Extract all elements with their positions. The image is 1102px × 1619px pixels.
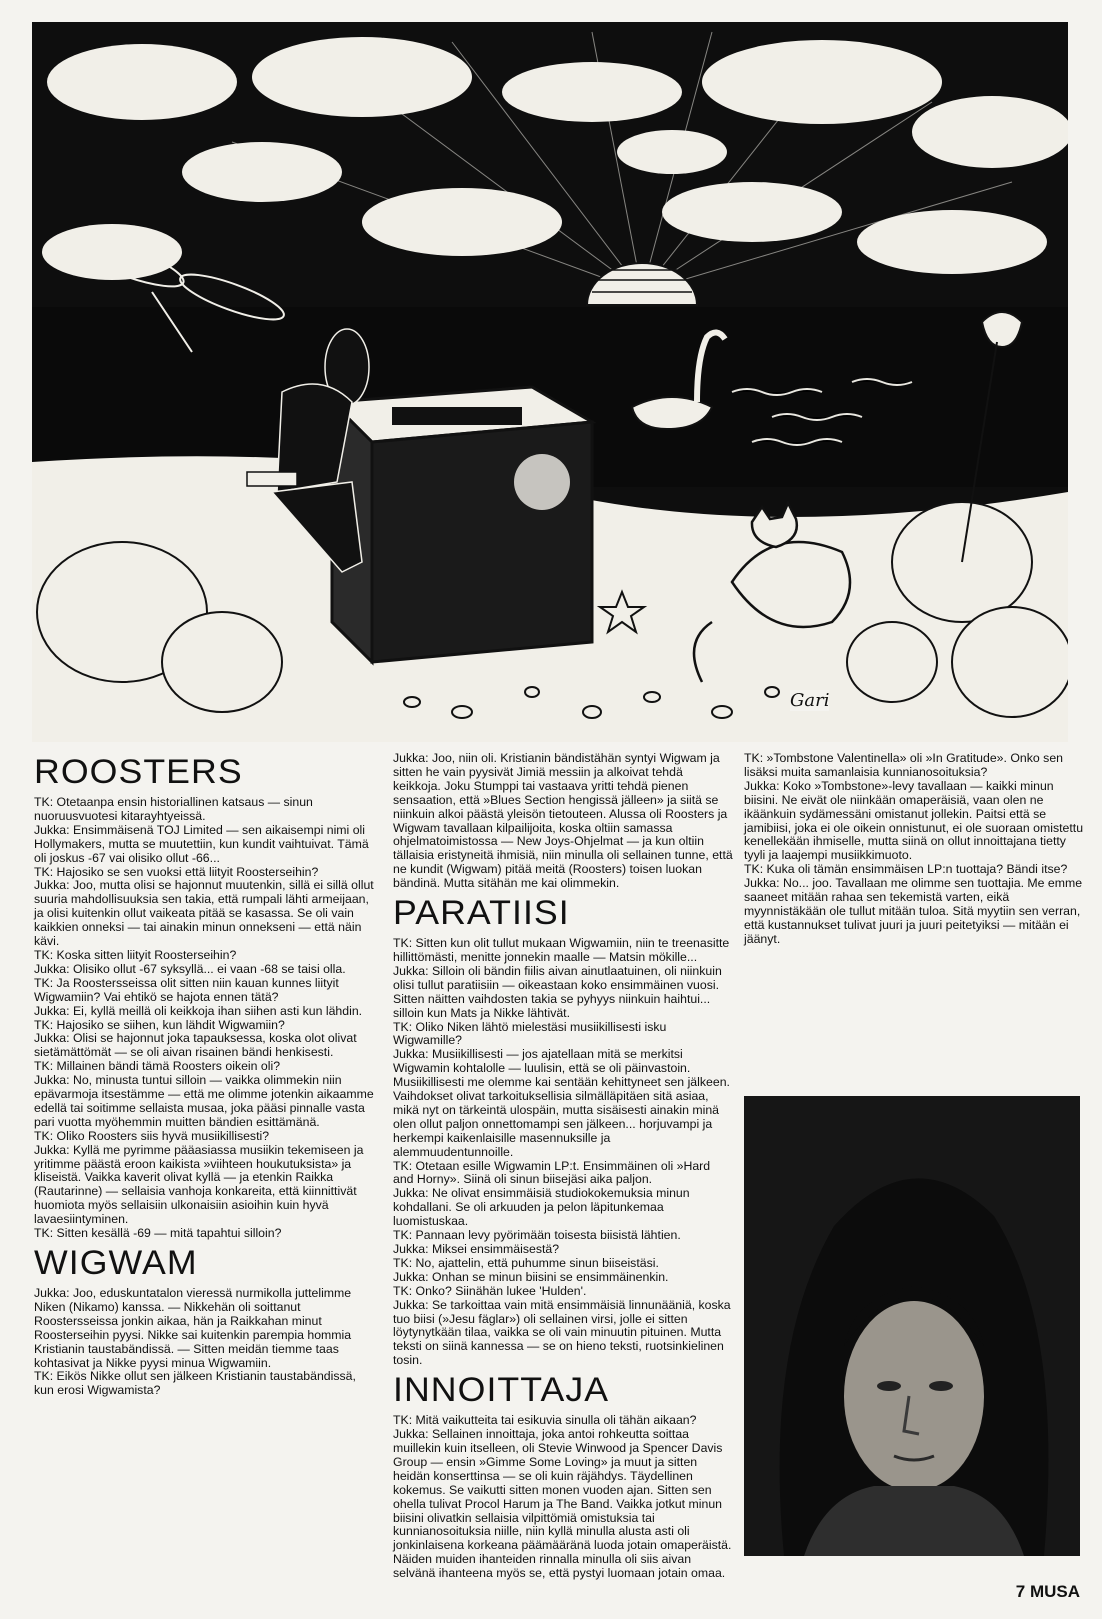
- article-paragraph: Jukka: Olisiko ollut -67 syksyllä... ei vaan -68 se taisi olla.: [34, 961, 346, 976]
- article-paragraph: TK: Kuka oli tämän ensimmäisen LP:n tuottaja? Bändi itse?: [744, 862, 1068, 877]
- portrait-photo: [744, 1096, 1080, 1556]
- article-paragraph: TK: Onko? Siinähän lukee 'Hulden'.: [393, 1283, 587, 1298]
- surreal-landscape-illustration: [32, 22, 1068, 742]
- article-paragraph: TK: Ja Roostersseissa olit sitten niin kauan kunnes liityit Wigwamiin? Vai ehtikö se hajota ennen tätä?: [34, 975, 339, 1004]
- portrait-svg: [744, 1096, 1080, 1556]
- article-paragraph: TK: Pannaan levy pyörimään toisesta biisistä lähtien.: [393, 1228, 681, 1243]
- article-paragraph: TK: Sitten kesällä -69 — mitä tapahtui silloin?: [34, 1226, 282, 1241]
- organ-box-icon: [332, 387, 592, 662]
- article-paragraph: TK: Hajosiko se siihen, kun lähdit Wigwamiin?: [34, 1017, 285, 1032]
- article-paragraph: Jukka: Joo, eduskuntatalon vieressä nurmikolla juttelimme Niken (Nikamo) kanssa. — Nikkehän oli soittanut Roostersseissa jonkin aikaa, hän ja Raikkahan minut Roosterseihin pyysi. Nikke sai kuitenkin parempia hommia Kristianin taustabändissä. — Sitten meidän tiemme taas kohtasivat ja Nikke pyysi minua Wigwamiin.: [34, 1286, 352, 1370]
- article-paragraph: Jukka: Kyllä me pyrimme pääasiassa musiikin tekemiseen ja yritimme päästä eroon kaikista »viihteen houkutuksista» ja kliseistä. Vaikka kaverit olivat kyllä — ja etenkin Raikka (Rautarinne) — sellaisia vanhoja konkareita, että kiinnittivät huomiota myös sellaisiin ulkonaisiin asioihin kuin hyvä lavaesiintyminen.: [34, 1142, 364, 1227]
- article-paragraph: TK: Oliko Roosters siis hyvä musiikillisesti?: [34, 1128, 270, 1143]
- article-paragraph: Jukka: No... joo. Tavallaan me olimme sen tuottajia. Me emme saaneet mitään rahaa sen tekemistä varten, eikä myynnistäkään ole tullut mitään tuloa. Sitä myytiin sen verran, että kustannukset tulivat juuri ja juuri peitetyiksi — mitään ei jäänyt.: [744, 876, 1083, 946]
- innoittaja-body-continued: [744, 752, 1084, 947]
- article-paragraph: Jukka: Silloin oli bändin fiilis aivan ainutlaatuinen, oli niinkuin olisi tullut paratiisiin — oikeastaan koko ensimmäinen vuosi. Sitten näitten vaihdosten takia se pyhyys niinkuin haihtui... silloin kun Mats ja Nikke lähtivät.: [393, 963, 722, 1020]
- article-paragraph: TK: No, ajattelin, että puhumme sinun biiseistäsi.: [393, 1255, 659, 1270]
- article-paragraph: Jukka: Koko »Tombstone»-levy tavallaan — kaikki minun biisini. Ne eivät ole niinkään omaperäisiä, vaan olen ne ikäänkuin sydämessäni omistanut jollekin. Paitsi että se jamibiisi, joka ei ole oikein onnistunut, ei ole suoraan omistettu kenellekään ihmiselle, mutta siinä on ollut innoittajana tietty tyyli ja laajempi musiikkimuoto.: [744, 778, 1084, 863]
- article-paragraph: TK: Millainen bändi tämä Roosters oikein oli?: [34, 1059, 281, 1074]
- article-paragraph: TK: Eikös Nikke ollut sen jälkeen Kristianin taustabändissä, kun erosi Wigwamista?: [34, 1369, 356, 1398]
- page-footer: 7 MUSA: [1015, 1582, 1080, 1601]
- article-paragraph: TK: Koska sitten liityit Roosterseihin?: [34, 947, 237, 962]
- roosters-body: [34, 796, 374, 1241]
- article-paragraph: Jukka: Olisi se hajonnut joka tapauksessa, koska olot olivat sietämättömät — se oli aivan risainen bändi henkisesti.: [34, 1031, 357, 1060]
- article-paragraph: Jukka: Joo, mutta olisi se hajonnut muutenkin, sillä ei sillä ollut suuria mahdollisuuksia sen takia, että rumpali lähti armeijaan, ja olisi kuitenkin ollut vaikeata pitää se kasassa. Se oli vain kaikkien onneksi — tai ainakin minun onnekseni — että näin kävi.: [34, 878, 374, 949]
- article-paragraph: Jukka: Musiikillisesti — jos ajatellaan mitä se merkitsi Wigwamin kohtalolle — luulisin, että se oli päinvastoin. Musiikillisesti me olemme kai sentään kehittyneet sen jälkeen. Vaihdokset olivat tarkoituksellisia silmälläpitäen sitä asiaa, mikä nyt on tärkeintä ulospäin, mutta sisäisesti ainakin minä olen ollut paljon onnettomampi sen jälkeen... horjuvampi ja herkempi kaikenlaisille masennuksille ja alemmuudentunnoille.: [393, 1047, 730, 1159]
- heading-wigwam: WIGWAM: [34, 1244, 198, 1282]
- article-paragraph: TK: Sitten kun olit tullut mukaan Wigwamiin, niin te treenasitte hillittömästi, menitte jonnekin maalle — Matsin mökille...: [393, 936, 730, 964]
- article-paragraph: Jukka: Sellainen innoittaja, joka antoi rohkeutta soittaa muillekin kuin itselleen, oli Stevie Winwood ja Spencer Davis Group — ensin »Gimme Some Loving» ja muut ja sitten heidän konserttinsa — se oli kuin räjähdys. Täydellinen kokemus. Se vaikutti sitten monen vuoden ajan. Sitten sen ohella tulivat Procol Harum ja The Band. Vaikka jotkut minun biisini olivatkin sellaisia vilpittömiä omistuksia tai kunnianosoituksia niille, niin kyllä minulla alusta asti oli jonkinlaisena korkeana päämääränä luoda jotain omaperäistä. Näiden muiden ihanteiden rinnalla minulla oli siis aivan selvänä ihanteena myös se, että pystyi luomaan jotain omaa.: [393, 1427, 732, 1581]
- wigwam-body-continued: [393, 752, 733, 891]
- article-paragraph: TK: »Tombstone Valentinella» oli »In Gratitude». Onko sen lisäksi muita samanlaisia kunnianosoituksia?: [744, 751, 1063, 779]
- heading-roosters: ROOSTERS: [34, 753, 243, 791]
- wigwam-body: [34, 1287, 374, 1398]
- article-paragraph: Jukka: Ne olivat ensimmäisiä studiokokemuksia minun kohdallani. Se oli arkuuden ja pelon läpitunkemaa luomistuskaa.: [393, 1186, 690, 1229]
- article-paragraph: Jukka: No, minusta tuntui silloin — vaikka olimmekin niin epävarmoja itsestämme — että me olimme jotenkin aikaamme edellä tai soitimme sellaista musaa, joka pääsi pinnalle vasta pari vuotta myöhemmin muitten bändien esittämänä.: [34, 1073, 374, 1129]
- article-paragraph: Jukka: Ensimmäisenä TOJ Limited — sen aikaisempi nimi oli Hollymakers, mutta se muutettiin, kun kundit vaihtuivat. Tämä oli joskus -67 vai olisiko ollut -66...: [34, 822, 369, 865]
- illustration-svg: [32, 22, 1068, 742]
- article-paragraph: TK: Mitä vaikutteita tai esikuvia sinulla oli tähän aikaan?: [393, 1413, 697, 1428]
- heading-innoittaja: INNOITTAJA: [393, 1371, 610, 1410]
- innoittaja-body: [393, 1414, 733, 1581]
- illustrator-signature: Gari: [790, 690, 830, 711]
- column-3: [744, 752, 1084, 947]
- article-paragraph: Jukka: Joo, niin oli. Kristianin bändistähän syntyi Wigwam ja sitten he vain pyysivät Jimiä messiin ja alkoivat tehdä keikkoja. Joku Stumppi tai vastaava yritti tehdä pienen sensaation, että »Blues Section hengissä jälleen» ja siitä se niinkuin alkoi päästä yleisön tietouteen. Alussa oli Roosters ja Wigwam tavallaan kilpailijoita, koska oltiin samassa ohjelmatoimistossa — New Joys-Ohjelmat — ja kun oltiin tällaisia eristyneitä ihmisiä, niin minulla oli sellainen tunne, että ne kundit (Wigwam) pitää meitä (Roosters) toisen luokan bändinä. Mutta sitähän me kai olimmekin.: [393, 751, 733, 891]
- article-paragraph: Jukka: Se tarkoittaa vain mitä ensimmäisiä linnunääniä, koska tuo biisi (»Jesu fäglar») oli sellainen virsi, jolle ei sitten löytynytkään tilaa, vaikka se oli vain minuutin pituinen. Mutta teksti on siinä kannessa — se on hieno teksti, ruotsinkielinen tosin.: [393, 1297, 731, 1368]
- article-paragraph: Jukka: Miksei ensimmäisestä?: [393, 1242, 560, 1256]
- article-paragraph: TK: Oliko Niken lähtö mielestäsi musiikillisesti isku Wigwamille?: [393, 1019, 667, 1048]
- article-paragraph: TK: Hajosiko se sen vuoksi että liityit Roosterseihin?: [34, 864, 319, 879]
- column-1: [34, 752, 374, 1398]
- heading-paratiisi: PARATIISI: [393, 894, 570, 933]
- paratiisi-body: [393, 937, 733, 1368]
- article-paragraph: Jukka: Ei, kyllä meillä oli keikkoja ihan siihen asti kun lähdin.: [34, 1003, 363, 1018]
- article-paragraph: TK: Otetaan esille Wigwamin LP:t. Ensimmäinen oli »Hard and Horny». Siinä oli sinun biisejäsi aika paljon.: [393, 1158, 711, 1187]
- article-paragraph: Jukka: Onhan se minun biisini se ensimmäinenkin.: [393, 1269, 669, 1284]
- column-2: [393, 752, 733, 1581]
- article-paragraph: TK: Otetaanpa ensin historiallinen katsaus — sinun nuoruusvuotesi kitarayhtyeissä.: [34, 795, 313, 823]
